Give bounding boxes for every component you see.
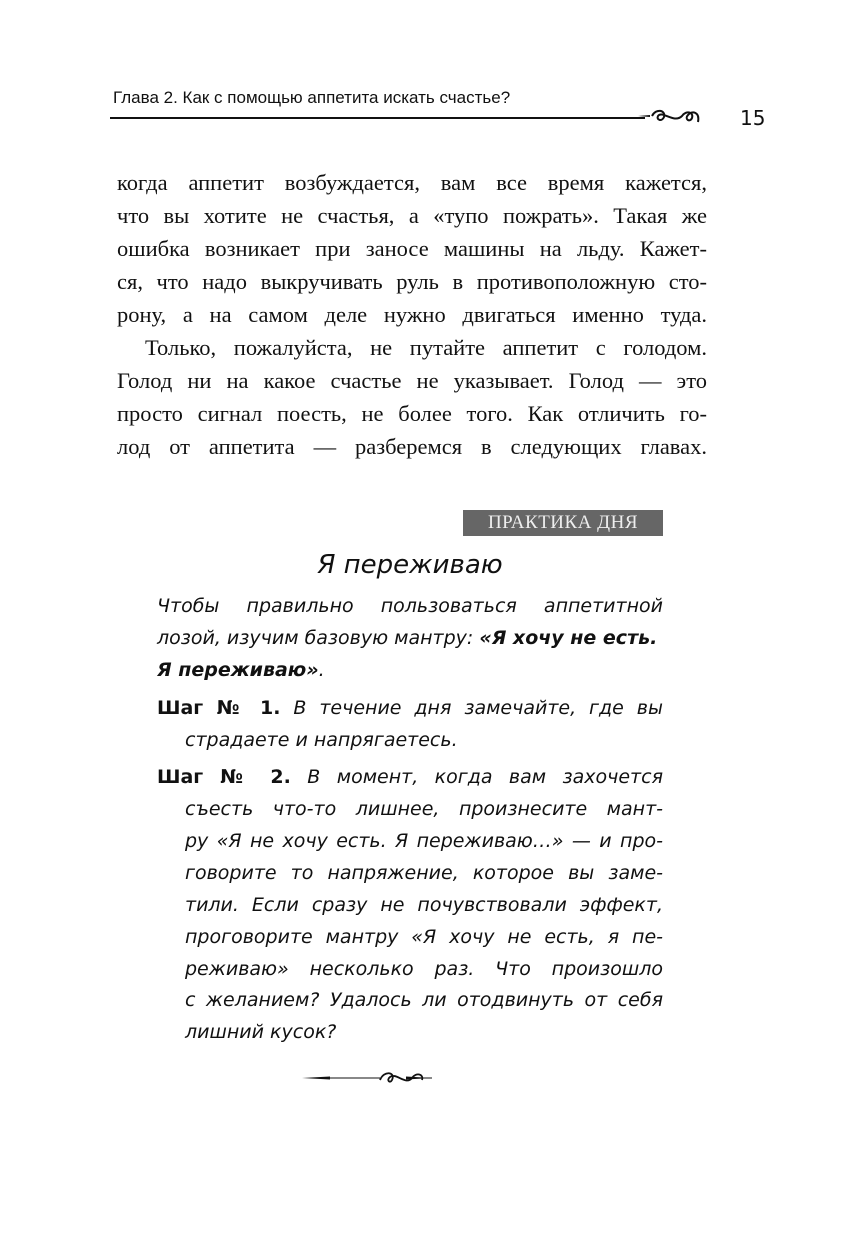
mantra-bold: «Я хочу не есть. (479, 627, 658, 649)
text-line: когда аппетит возбуждается, вам все время кажется, (117, 170, 707, 195)
header-rule (110, 117, 645, 119)
text-line: Чтобы правильно пользоваться аппетитной (157, 595, 663, 617)
text-line: с желанием? Удалось ли отодвинуть от себя (185, 989, 663, 1011)
step-1 (157, 697, 663, 719)
text-span: лозой, изучим базовую мантру: (157, 627, 480, 649)
text-line: съесть что-то лишнее, произнесите мант- (185, 798, 663, 820)
running-header: Глава 2. Как с помощью аппетита искать счастье? (113, 88, 511, 107)
text-line (157, 659, 663, 681)
text-span: В момент, когда вам захочется (290, 766, 663, 788)
text-line: лишний кусок? (185, 1021, 337, 1043)
text-line: просто сигнал поесть, не более того. Как отличить го- (117, 401, 707, 426)
text-line: тили. Если сразу не почувствовали эффект, (185, 894, 663, 916)
step-2 (157, 766, 663, 788)
text-span: В течение дня замечайте, где вы (280, 697, 663, 719)
text-line: что вы хотите не счастья, а «тупо пожрать». Такая же (117, 203, 707, 228)
text-line: лод от аппетита — разберемся в следующих главах. (117, 434, 707, 459)
text-line: Голод ни на какое счастье не указывает. Голод — это (117, 368, 707, 393)
step-label: Шаг № 1. (157, 697, 281, 719)
text-line: рону, а на самом деле нужно двигаться именно туда. (117, 302, 707, 327)
mantra-bold: Я переживаю» (157, 659, 319, 681)
ornament-divider-icon (300, 1066, 440, 1090)
text-line: реживаю» несколько раз. Что произошло (185, 958, 663, 980)
flourish-icon (638, 104, 708, 128)
text-line: проговорите мантру «Я хочу не есть, я пе- (185, 926, 663, 948)
text-line: ошибка возникает при заносе машины на льду. Кажет- (117, 236, 707, 261)
practice-badge: ПРАКТИКА ДНЯ (463, 510, 663, 536)
text-line: говорите то напряжение, которое вы заме- (185, 862, 663, 884)
text-line: Только, пожалуйста, не путайте аппетит с голодом. (145, 335, 707, 360)
text-line: ся, что надо выкручивать руль в противоположную сто- (117, 269, 707, 294)
page-number: 15 (740, 106, 766, 130)
text-line: ру «Я не хочу есть. Я переживаю…» — и про- (185, 830, 663, 852)
practice-title: Я переживаю (317, 550, 503, 580)
text-line: страдаете и напрягаетесь. (185, 729, 458, 751)
step-label: Шаг № 2. (157, 766, 291, 788)
text-line (157, 627, 663, 649)
text-span: . (318, 659, 325, 681)
